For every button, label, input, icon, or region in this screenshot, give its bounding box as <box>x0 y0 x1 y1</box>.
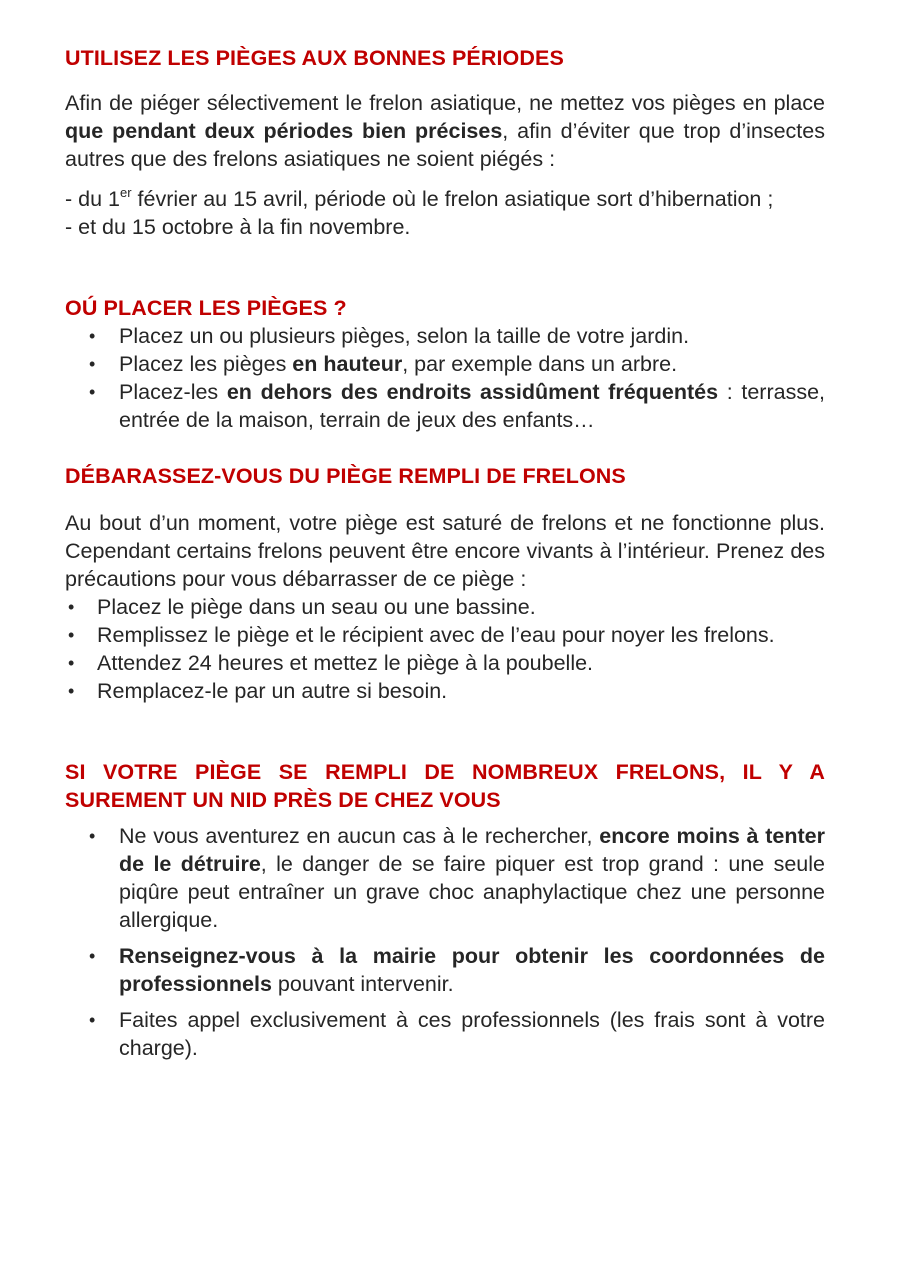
list-item: • Ne vous aventurez en aucun cas à le rechercher, encore moins à tenter de le détruire, le danger de se faire piquer est trop grand : une seule piqûre peut entraîner un grave choc anaphylactique chez une personne allergique. <box>89 824 825 932</box>
nest-list <box>65 822 825 1062</box>
paragraph-period-1: - du 1er février au 15 avril, période où le frelon asiatique sort d’hibernation ; <box>65 185 774 211</box>
section-trap-placement <box>65 294 825 434</box>
section-title: OÚ PLACER LES PIÈGES ? <box>65 296 347 320</box>
placement-list <box>65 322 825 434</box>
section-trap-periods <box>65 44 825 241</box>
bullet-icon: • <box>68 597 75 617</box>
bullet-icon: • <box>89 1010 96 1030</box>
list-item: • Faites appel exclusivement à ces professionnels (les frais sont à votre charge). <box>89 1008 825 1060</box>
bullet-icon: • <box>89 326 96 346</box>
bullet-icon: • <box>89 826 96 846</box>
section-title: UTILISEZ LES PIÈGES AUX BONNES PÉRIODES <box>65 46 564 70</box>
bullet-icon: • <box>68 681 75 701</box>
section-title: DÉBARASSEZ-VOUS DU PIÈGE REMPLI DE FRELONS <box>65 464 626 488</box>
section-title: SI VOTRE PIÈGE SE REMPLI DE NOMBREUX FRELONS, IL Y A SUREMENT UN NID PRÈS DE CHEZ VOUS <box>65 760 825 812</box>
bullet-icon: • <box>89 946 96 966</box>
dispose-list <box>65 593 825 705</box>
list-item: • Placez les pièges en hauteur, par exemple dans un arbre. <box>89 352 678 376</box>
bullet-icon: • <box>89 382 96 402</box>
section-dispose-trap <box>65 462 825 705</box>
list-item: • Renseignez-vous à la mairie pour obtenir les coordonnées de professionnels pouvant intervenir. <box>89 944 825 996</box>
list-item: • Attendez 24 heures et mettez le piège à la poubelle. <box>68 651 594 675</box>
paragraph-dispose-intro: Au bout d’un moment, votre piège est saturé de frelons et ne fonctionne plus. Cependant certains frelons peuvent être encore vivants à l’intérieur. Prenez des précautions pour vous débarrasser de ce piège : <box>65 511 825 591</box>
list-item: • Remplacez-le par un autre si besoin. <box>68 679 448 703</box>
list-item: • Remplissez le piège et le récipient avec de l’eau pour noyer les frelons. <box>68 623 775 647</box>
list-item: • Placez-les en dehors des endroits assidûment fréquentés : terrasse, entrée de la maison, terrain de jeux des enfants… <box>89 380 825 432</box>
list-item: • Placez le piège dans un seau ou une bassine. <box>68 595 536 619</box>
bullet-icon: • <box>68 653 75 673</box>
paragraph-selective-trapping: Afin de piéger sélectivement le frelon asiatique, ne mettez vos pièges en place que pendant deux périodes bien précises, afin d’éviter que trop d’insectes autres que des frelons asiatiques ne soient piégés : <box>65 91 825 171</box>
paragraph-period-2: - et du 15 octobre à la fin novembre. <box>65 215 411 239</box>
bullet-icon: • <box>68 625 75 645</box>
list-item: • Placez un ou plusieurs pièges, selon la taille de votre jardin. <box>89 324 690 348</box>
bullet-icon: • <box>89 354 96 374</box>
section-nest-nearby <box>65 758 825 1062</box>
